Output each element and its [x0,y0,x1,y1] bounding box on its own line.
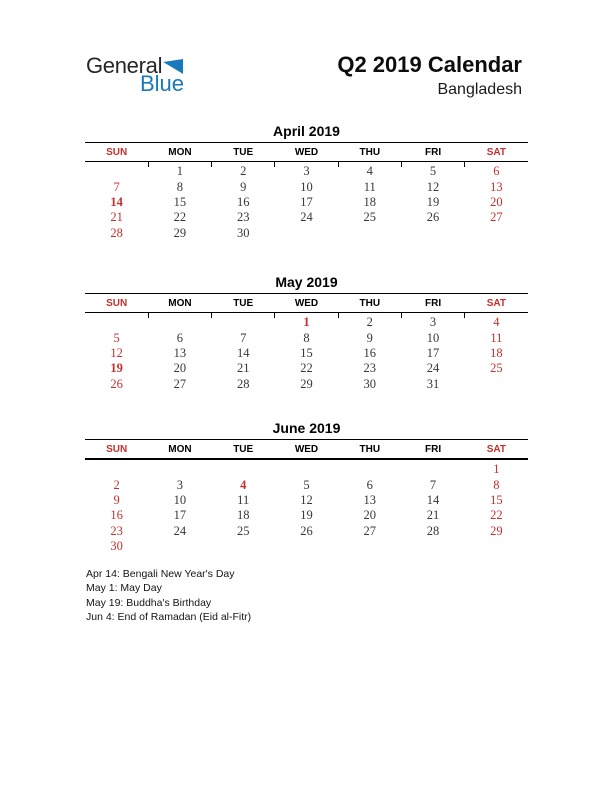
day-cell: 15 [173,194,187,209]
day-cell: 22 [173,210,187,225]
day-cell: 14 [236,345,250,360]
day-cell: 26 [110,376,123,391]
day-cell: 11 [237,492,250,507]
empty-day-cell [212,313,275,331]
empty-day-cell [148,313,211,331]
day-cell: 28 [236,376,250,391]
week-row [85,195,528,210]
day-cell: 11 [490,330,503,345]
day-cell: 18 [490,345,503,360]
day-cell: 18 [363,194,377,209]
month [85,275,528,392]
weekday-header: FRI [401,294,464,313]
day-cell: 23 [363,361,377,376]
day-cell: 24 [300,210,313,225]
day-cell: 16 [236,194,250,209]
day-cell: 4 [366,164,373,179]
day-cell: 3 [429,315,437,330]
weekday-header: MON [148,294,211,313]
day-cell: 11 [363,179,376,194]
empty-day-cell [85,162,148,180]
day-cell: 8 [176,179,184,194]
weekday-header: SAT [465,143,528,162]
day-cell: 1 [176,164,184,179]
weekday-row [85,294,528,313]
day-cell: 19 [110,361,123,376]
day-cell: 27 [363,523,377,538]
day-cell: 6 [176,330,184,345]
day-cell: 21 [110,210,123,225]
week-row [85,361,528,376]
day-cell: 21 [426,508,440,523]
month-title: April 2019 [273,123,340,139]
day-cell: 22 [300,361,313,376]
empty-day-cell [401,539,464,554]
day-cell: 1 [303,315,310,330]
weekday-header: SAT [465,294,528,313]
day-cell: 20 [363,508,377,523]
day-cell: 18 [236,508,250,523]
day-cell: 16 [110,508,123,523]
week-row [85,459,528,477]
weekday-header: THU [338,143,401,162]
day-cell: 4 [493,315,500,330]
day-cell: 26 [426,210,440,225]
day-cell: 22 [490,508,503,523]
weekday-header: SUN [85,143,148,162]
day-cell: 7 [113,179,120,194]
day-cell: 17 [300,194,313,209]
week-row [85,477,528,492]
weekday-row [85,440,528,460]
empty-day-cell [275,539,338,554]
day-cell: 6 [493,164,500,179]
day-cell: 9 [240,179,247,194]
day-cell: 10 [426,330,440,345]
day-cell: 5 [303,477,310,492]
weekday-header: SUN [85,440,148,460]
logo-general-text: General [86,53,163,78]
day-cell: 24 [173,523,187,538]
month-table [85,293,528,392]
day-cell: 12 [300,492,313,507]
day-cell: 9 [113,492,120,507]
page-subtitle: Bangladesh [437,81,522,98]
day-cell: 3 [176,477,184,492]
empty-day-cell [85,313,148,331]
day-cell: 25 [490,361,503,376]
month-title: June 2019 [272,420,341,436]
weekday-header: MON [148,143,211,162]
day-cell: 15 [490,492,503,507]
week-row [85,210,528,225]
day-cell: 23 [110,523,123,538]
empty-day-cell [338,539,401,554]
month-grid [85,313,528,392]
day-cell: 29 [490,523,503,538]
month [85,124,528,241]
empty-day-cell [401,226,464,241]
empty-day-cell [212,539,275,554]
weekday-header: SAT [465,440,528,460]
day-cell: 13 [363,492,377,507]
day-cell: 20 [173,361,187,376]
empty-day-cell [212,459,275,477]
day-cell: 7 [240,330,247,345]
header-block [337,53,522,99]
day-cell: 25 [363,210,377,225]
weekday-header: SUN [85,294,148,313]
month-grid [85,162,528,241]
week-row [85,313,528,331]
day-cell: 29 [173,225,187,240]
day-cell: 2 [113,477,120,492]
empty-day-cell [275,226,338,241]
day-cell: 28 [426,523,440,538]
day-cell: 23 [236,210,250,225]
empty-day-cell [465,539,528,554]
day-cell: 19 [300,508,313,523]
note-item: Apr 14: Bengali New Year's Day [86,568,235,580]
day-cell: 15 [300,345,313,360]
weekday-header: TUE [212,294,275,313]
month-table [85,439,528,554]
day-cell: 6 [366,477,373,492]
day-cell: 5 [113,330,120,345]
empty-day-cell [465,377,528,392]
day-cell: 12 [110,345,123,360]
day-cell: 17 [173,508,187,523]
day-cell: 27 [173,376,187,391]
weekday-header: FRI [401,440,464,460]
week-row [85,226,528,241]
day-cell: 2 [366,315,373,330]
day-cell: 31 [426,376,440,391]
weekday-header: TUE [212,143,275,162]
month-title: May 2019 [275,274,338,290]
day-cell: 30 [236,225,250,240]
logo-blue-text: Blue [139,71,184,96]
day-cell: 13 [173,345,187,360]
empty-day-cell [465,226,528,241]
day-cell: 19 [426,194,440,209]
day-cell: 10 [173,492,187,507]
week-row [85,377,528,392]
general-blue-logo [86,55,184,94]
day-cell: 7 [429,477,437,492]
day-cell: 1 [493,462,500,477]
weekday-header: FRI [401,143,464,162]
weekday-header: THU [338,294,401,313]
weekday-header: WED [275,440,338,460]
month [85,421,528,554]
month-grid [85,459,528,554]
day-cell: 8 [303,330,310,345]
day-cell: 13 [490,179,503,194]
day-cell: 20 [490,194,503,209]
empty-day-cell [148,539,211,554]
day-cell: 4 [240,477,247,492]
empty-day-cell [338,226,401,241]
week-row [85,162,528,180]
day-cell: 21 [236,361,250,376]
weekday-row [85,143,528,162]
note-item: May 1: May Day [86,582,162,595]
day-cell: 9 [366,330,373,345]
day-cell: 24 [426,361,440,376]
day-cell: 14 [426,492,440,507]
empty-day-cell [148,459,211,477]
note-item: May 19: Buddha's Birthday [86,596,212,609]
day-cell: 27 [490,210,503,225]
day-cell: 16 [363,345,377,360]
day-cell: 12 [426,179,440,194]
day-cell: 14 [110,194,123,209]
day-cell: 2 [240,164,247,179]
empty-day-cell [338,459,401,477]
day-cell: 5 [429,164,437,179]
empty-day-cell [401,459,464,477]
holiday-notes [86,567,251,625]
day-cell: 8 [493,477,500,492]
day-cell: 25 [236,523,250,538]
empty-day-cell [275,459,338,477]
week-row [85,508,528,523]
weekday-header: TUE [212,440,275,460]
day-cell: 17 [426,345,440,360]
day-cell: 29 [300,376,313,391]
day-cell: 28 [110,225,123,240]
day-cell: 30 [363,376,377,391]
note-item: Jun 4: End of Ramadan (Eid al-Fitr) [86,611,252,624]
day-cell: 10 [300,179,313,194]
week-row [85,539,528,554]
day-cell: 26 [300,523,313,538]
day-cell: 3 [303,164,310,179]
week-row [85,346,528,361]
week-row [85,330,528,345]
month-table [85,142,528,241]
weekday-header: WED [275,143,338,162]
day-cell: 30 [110,539,123,554]
empty-day-cell [85,459,148,477]
page-title: Q2 2019 Calendar [337,52,522,77]
weekday-header: WED [275,294,338,313]
weekday-header: THU [338,440,401,460]
week-row [85,524,528,539]
week-row [85,493,528,508]
weekday-header: MON [148,440,211,460]
week-row [85,179,528,194]
